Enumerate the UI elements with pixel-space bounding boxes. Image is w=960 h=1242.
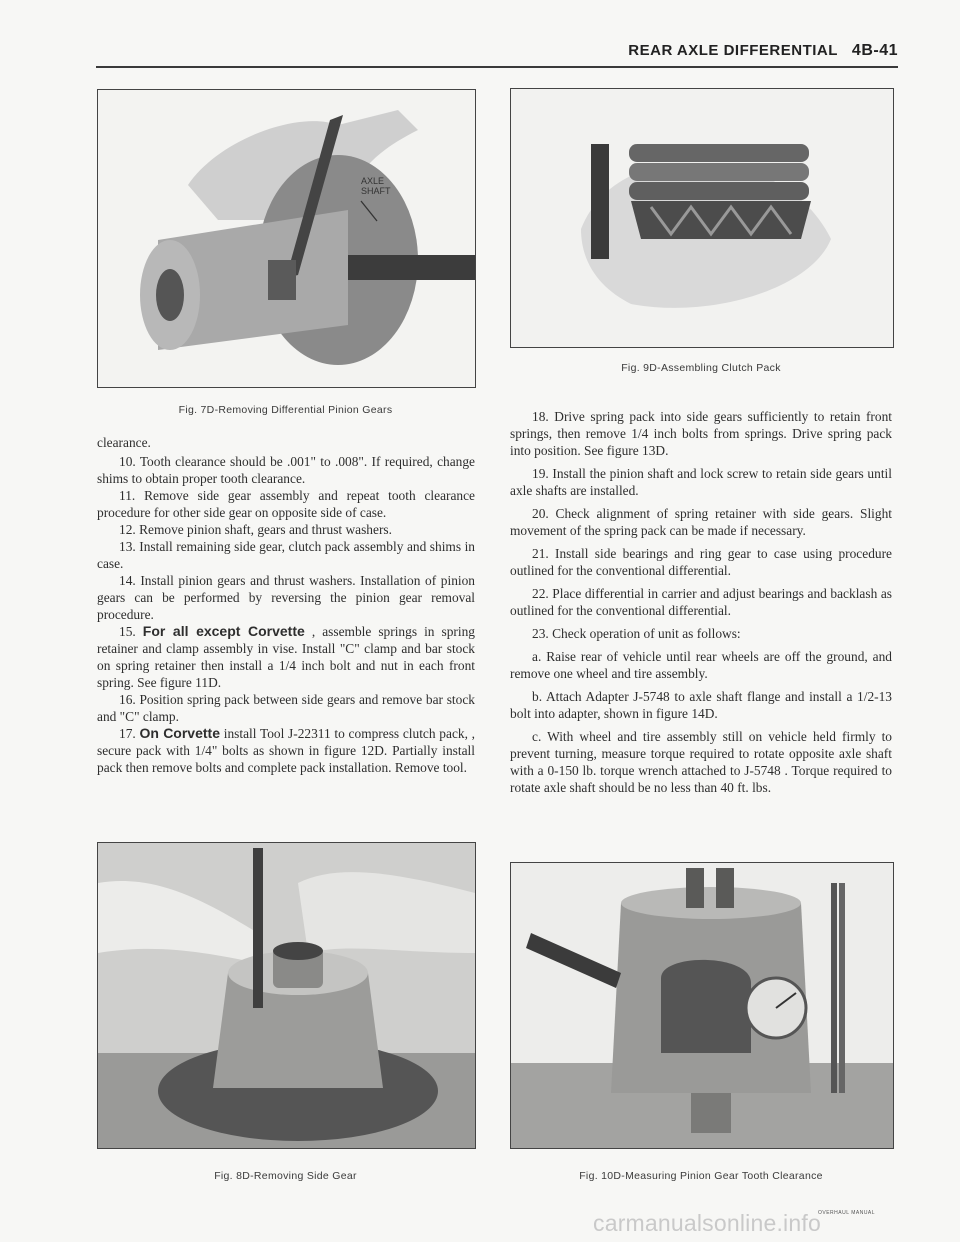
page-number: 4B-41 bbox=[851, 42, 898, 59]
right-text-column bbox=[510, 408, 892, 796]
step-15-number: 15. bbox=[119, 624, 136, 639]
step-14: 14. Install pinion gears and thrust washers. Installation of pinion gears can be performed by reversing the pinion gear removal procedure. bbox=[97, 573, 475, 622]
step-21: 21. Install side bearings and ring gear to case using procedure outlined for the conventional differential. bbox=[510, 546, 892, 578]
figure-9d-photo bbox=[510, 88, 894, 348]
step-22: 22. Place differential in carrier and adjust bearings and backlash as outlined for the conventional differential. bbox=[510, 586, 892, 618]
axle-shaft-label bbox=[361, 176, 391, 196]
figure-9d-caption: Fig. 9D-Assembling Clutch Pack bbox=[621, 362, 781, 374]
step-23c: c. With wheel and tire assembly still on vehicle held firmly to prevent turning, measure torque required to rotate opposite axle shaft with a 0-150 lb. torque wrench attached to J-5748 . Torque required to rotate axle shaft should be no less than 40 ft. lbs. bbox=[510, 729, 892, 795]
step-19: 19. Install the pinion shaft and lock screw to retain side gears until axle shafts are installed. bbox=[510, 466, 892, 498]
step-16: 16. Position spring pack between side gears and remove bar stock and "C" clamp. bbox=[97, 692, 475, 724]
step-13: 13. Install remaining side gear, clutch pack assembly and shims in case. bbox=[97, 539, 475, 571]
figure-7d-caption: Fig. 7D-Removing Differential Pinion Gears bbox=[178, 404, 393, 416]
step-23: 23. Check operation of unit as follows: bbox=[532, 626, 741, 641]
step-23b: b. Attach Adapter J-5748 to axle shaft flange and install a 1/2-13 bolt into adapter, shown in figure 14D. bbox=[510, 689, 892, 721]
step-15-emphasis: For all except Corvette bbox=[142, 623, 305, 639]
footer-overhaul-manual: OVERHAUL MANUAL bbox=[818, 1210, 876, 1216]
figure-8d-caption: Fig. 8D-Removing Side Gear bbox=[214, 1170, 357, 1182]
step-17 bbox=[97, 725, 475, 776]
step-17-text: install Tool J-22311 to compress clutch pack, , secure pack with 1/4" bolts as shown in figure 12D. Partially install pack then remove bolts and complete pack installation. Remove tool. bbox=[97, 726, 476, 775]
intro-text: clearance. bbox=[97, 435, 151, 450]
figure-10d-photo bbox=[510, 862, 894, 1149]
step-10: 10. Tooth clearance should be .001" to .008". If required, change shims to obtain proper tooth clearance. bbox=[97, 454, 475, 486]
header-title: REAR AXLE DIFFERENTIAL bbox=[628, 42, 838, 59]
header-rule bbox=[96, 66, 898, 68]
axle-shaft-label-line1: AXLE bbox=[361, 176, 385, 186]
figure-10d-caption: Fig. 10D-Measuring Pinion Gear Tooth Clearance bbox=[579, 1170, 823, 1182]
step-15-text: , assemble springs in spring retainer and clamp assembly in vise. Install "C" clamp and bar stock on spring retainer then install a 1/4 inch bolt and nut in each front spring. See figure 11D. bbox=[97, 624, 475, 690]
figure-8d-photo bbox=[97, 842, 476, 1149]
step-17-number: 17. bbox=[119, 726, 136, 741]
step-20: 20. Check alignment of spring retainer with side gears. Slight movement of the spring pack can be made if necessary. bbox=[510, 506, 892, 538]
page-header bbox=[520, 42, 898, 60]
watermark: carmanualsonline.info bbox=[593, 1210, 821, 1236]
step-17-emphasis: On Corvette bbox=[139, 725, 220, 741]
figure-7d-photo bbox=[97, 89, 476, 388]
step-12: 12. Remove pinion shaft, gears and thrust washers. bbox=[119, 522, 392, 537]
left-text-column bbox=[97, 434, 475, 776]
step-23a: a. Raise rear of vehicle until rear wheels are off the ground, and remove one wheel and tire assembly. bbox=[510, 649, 892, 681]
step-18: 18. Drive spring pack into side gears sufficiently to retain front springs, then remove 1/4 inch bolts from springs. Drive spring pack into position. See figure 13D. bbox=[510, 409, 892, 458]
step-11: 11. Remove side gear assembly and repeat tooth clearance procedure for other side gear on opposite side of case. bbox=[97, 488, 475, 520]
axle-shaft-label-line2: SHAFT bbox=[361, 186, 391, 196]
step-15 bbox=[97, 623, 475, 691]
